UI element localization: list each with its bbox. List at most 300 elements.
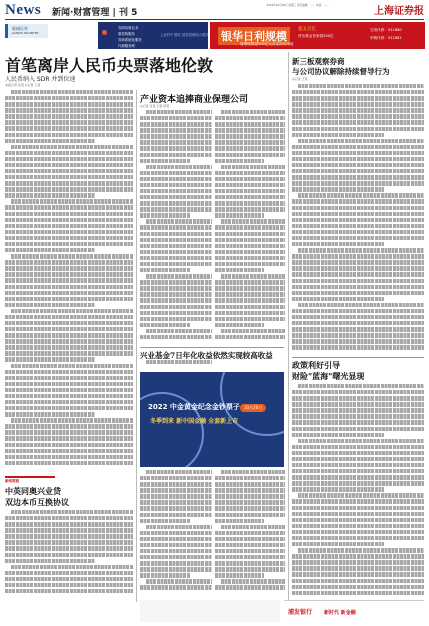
text-line bbox=[5, 175, 133, 179]
text-line bbox=[292, 579, 424, 583]
text-line bbox=[5, 285, 133, 289]
text-line bbox=[5, 187, 133, 191]
text-line bbox=[5, 406, 133, 410]
text-line bbox=[5, 102, 133, 106]
text-line bbox=[140, 171, 212, 175]
sponsor-name: 联储证券 bbox=[12, 26, 28, 31]
story-rule bbox=[140, 347, 284, 348]
text-line bbox=[5, 242, 133, 246]
text-line bbox=[5, 553, 133, 557]
text-line bbox=[215, 531, 285, 535]
lead-subhead: 人民币纳入 SDR 并到位速 bbox=[5, 76, 76, 83]
text-line bbox=[140, 225, 212, 229]
text-line bbox=[11, 565, 133, 569]
text-line bbox=[5, 412, 95, 416]
text-line bbox=[5, 218, 133, 222]
text-line bbox=[292, 457, 424, 461]
text-line bbox=[215, 262, 285, 266]
ad-date-pill: 10月26日 bbox=[240, 404, 266, 412]
text-line bbox=[298, 303, 424, 307]
text-line bbox=[215, 311, 285, 315]
text-line bbox=[292, 487, 384, 491]
text-line bbox=[292, 327, 424, 331]
text-line bbox=[292, 499, 424, 503]
text-line bbox=[140, 122, 212, 126]
lead-byline: 本报记者 张某 ◎记者 王某 bbox=[5, 83, 41, 87]
text-line bbox=[292, 145, 424, 149]
text-line bbox=[215, 292, 285, 296]
text-line bbox=[292, 291, 424, 295]
text-line bbox=[292, 445, 424, 449]
text-line bbox=[292, 151, 424, 155]
text-line bbox=[11, 364, 133, 368]
text-line bbox=[215, 543, 285, 547]
text-line bbox=[140, 513, 212, 517]
text-line bbox=[5, 169, 133, 173]
text-line bbox=[298, 84, 424, 88]
ad-title: 2022 中金黄金纪念金钞票子 bbox=[148, 403, 240, 411]
text-line bbox=[215, 476, 285, 480]
text-line bbox=[292, 554, 424, 558]
text-line bbox=[140, 488, 212, 492]
fund-line: 管理规模超500亿元存量持有净值 bbox=[240, 42, 294, 46]
text-line bbox=[5, 272, 133, 276]
col2b-headline: 兴业基金7日年化收益依然实现较高收益 bbox=[140, 351, 273, 360]
sponsor-sub: LIANCHU SECURITIES bbox=[12, 32, 39, 35]
text-line bbox=[215, 238, 285, 242]
text-line bbox=[215, 189, 285, 193]
col3-byline: ◎记者 王某 bbox=[292, 77, 308, 81]
text-line bbox=[215, 555, 285, 559]
text-line bbox=[146, 579, 212, 583]
text-line bbox=[292, 218, 424, 222]
text-line bbox=[140, 482, 212, 486]
text-line bbox=[5, 321, 133, 325]
text-line bbox=[292, 224, 424, 228]
text-line bbox=[140, 134, 212, 138]
text-line bbox=[292, 572, 424, 576]
text-line bbox=[140, 183, 212, 187]
fund-sub: 超五百亿 bbox=[298, 27, 316, 32]
text-line bbox=[292, 187, 384, 191]
text-line bbox=[298, 139, 424, 143]
text-line bbox=[292, 127, 424, 131]
dot-icon bbox=[102, 30, 107, 35]
text-line bbox=[140, 146, 212, 150]
text-line bbox=[140, 153, 212, 157]
text-line bbox=[215, 519, 264, 523]
text-line bbox=[292, 212, 424, 216]
text-line bbox=[140, 573, 190, 577]
text-line bbox=[215, 268, 264, 272]
text-line bbox=[215, 116, 285, 120]
text-line bbox=[292, 260, 424, 264]
text-line bbox=[215, 513, 285, 517]
text-line bbox=[146, 470, 212, 474]
text-line bbox=[292, 285, 424, 289]
text-line bbox=[5, 315, 133, 319]
text-line bbox=[5, 278, 133, 282]
tag-bar bbox=[5, 476, 55, 478]
footer-ad-left[interactable] bbox=[140, 600, 280, 622]
text-line bbox=[292, 396, 424, 400]
text-line bbox=[292, 254, 424, 258]
text-line bbox=[140, 213, 190, 217]
text-line bbox=[292, 542, 384, 546]
text-line bbox=[292, 90, 424, 94]
blue-banner-ad[interactable] bbox=[98, 22, 208, 49]
blue-side: 上证ETF 期权 财富管理综合服务 bbox=[160, 33, 210, 37]
text-line bbox=[298, 193, 424, 197]
text-line bbox=[5, 333, 133, 337]
text-line bbox=[140, 537, 212, 541]
text-line bbox=[11, 254, 133, 258]
text-line bbox=[221, 274, 285, 278]
text-line bbox=[298, 493, 424, 497]
story-rule bbox=[292, 357, 424, 358]
text-line bbox=[292, 175, 424, 179]
text-line bbox=[292, 585, 424, 589]
text-line bbox=[5, 516, 133, 520]
blue-item: 代理服务网 bbox=[118, 44, 135, 48]
text-line bbox=[140, 238, 212, 242]
text-line bbox=[140, 519, 190, 523]
text-line bbox=[5, 522, 133, 526]
text-line bbox=[11, 199, 133, 203]
text-line bbox=[292, 297, 384, 301]
text-line bbox=[5, 430, 133, 434]
section-label: 新闻·财富管理 | 刊 5 bbox=[52, 8, 138, 18]
text-line bbox=[215, 183, 285, 187]
text-line bbox=[221, 219, 285, 223]
text-line bbox=[5, 449, 133, 453]
bank-slogan: 新时代 新金融 bbox=[324, 610, 356, 616]
text-line bbox=[140, 311, 212, 315]
text-line bbox=[292, 427, 424, 431]
text-line bbox=[215, 146, 285, 150]
text-line bbox=[215, 171, 285, 175]
text-line bbox=[215, 256, 285, 260]
text-line bbox=[140, 201, 212, 205]
text-line bbox=[5, 559, 95, 563]
text-line bbox=[5, 540, 133, 544]
text-line bbox=[5, 577, 133, 581]
text-line bbox=[221, 470, 285, 474]
col3-body-a bbox=[292, 84, 424, 354]
blue-item: 券商结算业务 bbox=[118, 26, 139, 30]
issue-meta: 2022年10月26日 星期三 责任编辑：…… 电话：…… bbox=[266, 4, 329, 7]
text-line bbox=[5, 212, 133, 216]
text-line bbox=[292, 163, 424, 167]
col2-headline: 产业资本追捧商业保理公司 bbox=[140, 95, 249, 105]
text-line bbox=[5, 583, 133, 587]
text-line bbox=[140, 189, 212, 193]
col2-body-b bbox=[215, 110, 285, 345]
text-line bbox=[5, 126, 133, 130]
text-line bbox=[5, 345, 133, 349]
text-line bbox=[140, 195, 212, 199]
text-line bbox=[140, 506, 212, 510]
text-line bbox=[215, 232, 285, 236]
bottom-body bbox=[5, 510, 133, 600]
text-line bbox=[140, 567, 212, 571]
masthead-rule bbox=[5, 19, 424, 20]
text-line bbox=[292, 157, 424, 161]
text-line bbox=[146, 110, 212, 114]
text-line bbox=[5, 424, 133, 428]
text-line bbox=[140, 323, 190, 327]
text-line bbox=[215, 298, 285, 302]
text-line bbox=[292, 199, 424, 203]
text-line bbox=[5, 351, 133, 355]
text-line bbox=[140, 256, 212, 260]
text-line bbox=[215, 153, 285, 157]
col3-headline: 新三板观察券商 bbox=[292, 57, 345, 66]
blue-item: 券商系统化服务 bbox=[118, 38, 142, 42]
text-line bbox=[5, 528, 133, 532]
text-line bbox=[5, 534, 133, 538]
text-line bbox=[5, 370, 133, 374]
text-line bbox=[292, 566, 424, 570]
text-line bbox=[146, 219, 212, 223]
text-line bbox=[140, 335, 212, 339]
text-line bbox=[292, 279, 424, 283]
text-line bbox=[5, 376, 133, 380]
text-line bbox=[215, 561, 285, 565]
text-line bbox=[5, 108, 133, 112]
text-line bbox=[140, 305, 212, 309]
text-line bbox=[215, 482, 285, 486]
text-line bbox=[292, 560, 424, 564]
text-line bbox=[5, 461, 133, 465]
gold-banknote-ad[interactable] bbox=[140, 372, 284, 467]
text-line bbox=[140, 244, 212, 248]
text-line bbox=[292, 414, 424, 418]
text-line bbox=[140, 298, 212, 302]
text-line bbox=[5, 230, 133, 234]
text-line bbox=[298, 439, 424, 443]
text-line bbox=[215, 225, 285, 229]
text-line bbox=[292, 321, 424, 325]
text-line bbox=[292, 591, 424, 595]
text-line bbox=[146, 274, 212, 278]
text-line bbox=[292, 96, 424, 100]
fund-code: 交易代码：511880 bbox=[370, 28, 402, 32]
text-line bbox=[215, 244, 285, 248]
text-line bbox=[140, 549, 212, 553]
text-line bbox=[215, 585, 285, 589]
text-line bbox=[215, 122, 285, 126]
text-line bbox=[140, 262, 212, 266]
paper-name: 上海证券报 bbox=[374, 6, 424, 17]
text-line bbox=[5, 297, 133, 301]
text-line bbox=[215, 335, 285, 339]
col3-headline4: 财险"蓝海"曙光显现 bbox=[292, 371, 365, 381]
fund-name: 银华日利规模 bbox=[218, 27, 290, 45]
text-line bbox=[215, 286, 285, 290]
sponsor-logo[interactable] bbox=[5, 24, 48, 38]
text-line bbox=[5, 388, 133, 392]
text-line bbox=[215, 134, 285, 138]
text-line bbox=[215, 207, 285, 211]
bottom-headline2: 双边本币互换协议 bbox=[5, 497, 69, 507]
text-line bbox=[215, 567, 285, 571]
text-line bbox=[11, 418, 133, 422]
col2-body-c bbox=[140, 470, 212, 598]
text-line bbox=[5, 291, 133, 295]
text-line bbox=[140, 140, 212, 144]
text-line bbox=[215, 323, 264, 327]
text-line bbox=[5, 303, 95, 307]
text-line bbox=[292, 266, 424, 270]
text-line bbox=[5, 327, 133, 331]
text-line bbox=[140, 292, 212, 296]
text-line bbox=[292, 390, 424, 394]
text-line bbox=[292, 512, 424, 516]
text-line bbox=[5, 339, 133, 343]
text-line bbox=[5, 133, 133, 137]
col2b-body bbox=[140, 360, 212, 370]
text-line bbox=[292, 451, 424, 455]
lead-body bbox=[5, 90, 133, 472]
text-line bbox=[140, 561, 212, 565]
text-line bbox=[140, 317, 212, 321]
text-line bbox=[5, 193, 95, 197]
bank-ad[interactable] bbox=[284, 600, 424, 623]
text-line bbox=[292, 169, 424, 173]
text-line bbox=[292, 402, 424, 406]
text-line bbox=[5, 546, 133, 550]
text-line bbox=[11, 145, 133, 149]
text-line bbox=[140, 207, 212, 211]
lead-headline: 首笔离岸人民币央票落地伦敦 bbox=[5, 56, 214, 75]
text-line bbox=[215, 195, 285, 199]
text-line bbox=[215, 140, 285, 144]
text-line bbox=[140, 555, 212, 559]
text-line bbox=[215, 201, 285, 205]
text-line bbox=[140, 232, 212, 236]
text-line bbox=[292, 536, 424, 540]
text-line bbox=[298, 384, 424, 388]
text-line bbox=[292, 120, 424, 124]
text-line bbox=[215, 573, 264, 577]
text-line bbox=[5, 455, 133, 459]
text-line bbox=[292, 236, 424, 240]
text-line bbox=[5, 224, 133, 228]
text-line bbox=[292, 408, 424, 412]
text-line bbox=[5, 205, 133, 209]
text-line bbox=[140, 585, 212, 589]
text-line bbox=[5, 157, 133, 161]
text-line bbox=[215, 250, 285, 254]
text-line bbox=[292, 530, 424, 534]
fund-line: 货币基金首家超500亿 bbox=[298, 34, 334, 38]
text-line bbox=[140, 543, 212, 547]
fund-code: 申购代码：511881 bbox=[370, 36, 402, 40]
text-line bbox=[146, 360, 212, 364]
text-line bbox=[5, 436, 133, 440]
text-line bbox=[221, 329, 285, 333]
text-line bbox=[292, 272, 424, 276]
text-line bbox=[5, 260, 133, 264]
col3-headline2: 与公司协议解除持续督导行为 bbox=[292, 67, 390, 76]
text-line bbox=[292, 481, 424, 485]
text-line bbox=[5, 114, 133, 118]
text-line bbox=[292, 315, 424, 319]
ad-subtitle: 冬季到来 新中国金融 全套新上市 bbox=[150, 418, 239, 425]
red-banner-ad[interactable] bbox=[210, 22, 425, 49]
text-line bbox=[292, 433, 384, 437]
text-line bbox=[298, 548, 424, 552]
text-line bbox=[292, 206, 424, 210]
col3-headline3: 政策利好引导 bbox=[292, 360, 340, 370]
text-line bbox=[221, 579, 285, 583]
text-line bbox=[140, 500, 212, 504]
text-line bbox=[5, 589, 133, 593]
text-line bbox=[5, 266, 133, 270]
text-line bbox=[292, 114, 424, 118]
text-line bbox=[292, 339, 424, 343]
text-line bbox=[5, 571, 133, 575]
text-line bbox=[221, 110, 285, 114]
text-line bbox=[215, 549, 285, 553]
text-line bbox=[5, 96, 133, 100]
text-line bbox=[221, 525, 285, 529]
text-line bbox=[5, 163, 133, 167]
text-line bbox=[298, 248, 424, 252]
story-tag: 新闻观察 bbox=[5, 479, 19, 483]
text-line bbox=[215, 213, 264, 217]
text-line bbox=[11, 309, 133, 313]
text-line bbox=[140, 128, 212, 132]
text-line bbox=[5, 443, 133, 447]
text-line bbox=[292, 345, 424, 349]
text-line bbox=[5, 120, 133, 124]
text-line bbox=[140, 476, 212, 480]
text-line bbox=[292, 506, 424, 510]
text-line bbox=[215, 537, 285, 541]
text-line bbox=[292, 181, 424, 185]
text-line bbox=[5, 357, 95, 361]
text-line bbox=[11, 90, 133, 94]
text-line bbox=[292, 463, 424, 467]
text-line bbox=[215, 494, 285, 498]
text-line bbox=[215, 488, 285, 492]
text-line bbox=[146, 525, 212, 529]
col3-body-b bbox=[292, 384, 424, 598]
text-line bbox=[292, 524, 424, 528]
text-line bbox=[292, 333, 424, 337]
column-divider bbox=[288, 52, 289, 600]
text-line bbox=[146, 329, 212, 333]
text-line bbox=[292, 420, 424, 424]
text-line bbox=[5, 236, 133, 240]
text-line bbox=[5, 181, 133, 185]
text-line bbox=[11, 510, 133, 514]
col2-body-a bbox=[140, 110, 212, 345]
text-line bbox=[292, 230, 424, 234]
text-line bbox=[215, 280, 285, 284]
text-line bbox=[292, 242, 384, 246]
text-line bbox=[5, 382, 133, 386]
text-line bbox=[215, 159, 264, 163]
text-line bbox=[215, 305, 285, 309]
text-line bbox=[292, 469, 424, 473]
text-line bbox=[292, 108, 424, 112]
text-line bbox=[140, 280, 212, 284]
bank-logo: 浦发银行 bbox=[288, 609, 313, 616]
text-line bbox=[292, 518, 424, 522]
